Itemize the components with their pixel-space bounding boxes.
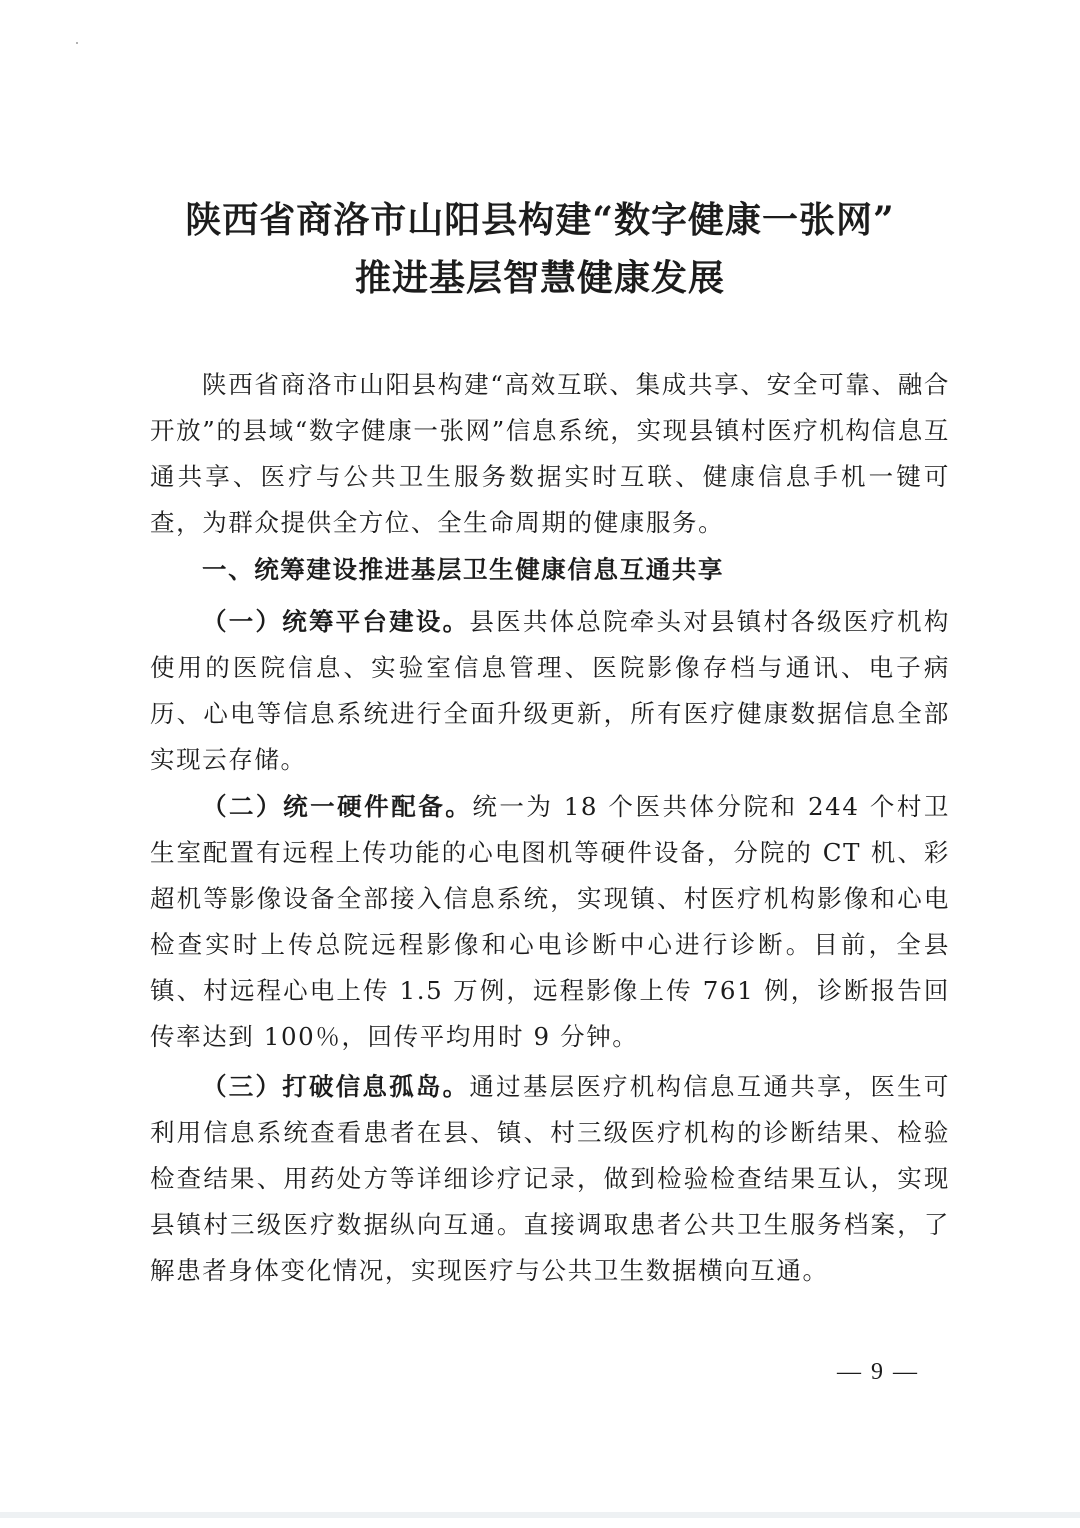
scan-speck	[76, 42, 78, 44]
document-title-line-2: 推进基层智慧健康发展	[354, 257, 725, 299]
page-number: — 9 —	[837, 1359, 919, 1385]
item-3-lead: （三）打破信息孤岛。	[202, 1072, 470, 1101]
document-title-line-1: 陕西省商洛市山阳县构建“数字健康一张网”	[185, 199, 895, 241]
item-3-text: 通过基层医疗机构信息互通共享，医生可利用信息系统查看患者在县、镇、村三级医疗机构的诊断结果、检验检查结果、用药处方等详细诊疗记录，做到检验检查结果互认，实现县镇村三级医疗数据纵向互通。直接调取患者公共卫生服务档案，了解患者身体变化情况，实现医疗与公共卫生数据横向互通。	[150, 1072, 950, 1285]
scan-edge	[0, 1512, 1080, 1518]
paragraph-item-1	[150, 599, 950, 783]
intro-paragraph: 陕西省商洛市山阳县构建“高效互联、集成共享、安全可靠、融合开放”的县域“数字健康一张网”信息系统，实现县镇村医疗机构信息互通共享、医疗与公共卫生服务数据实时互联、健康信息手机一键可查，为群众提供全方位、全生命周期的健康服务。	[150, 370, 950, 537]
item-1-text: 县医共体总院牵头对县镇村各级医疗机构使用的医院信息、实验室信息管理、医院影像存档与通讯、电子病历、心电等信息系统进行全面升级更新，所有医疗健康数据信息全部实现云存储。	[150, 607, 950, 774]
item-1-lead: （一）统筹平台建设。	[202, 607, 470, 636]
paragraph-item-3	[150, 1064, 950, 1294]
item-2-lead: （二）统一硬件配备。	[202, 792, 473, 821]
paragraph-item-2	[150, 784, 950, 1060]
item-2-text: 统一为 18 个医共体分院和 244 个村卫生室配置有远程上传功能的心电图机等硬件设备，分院的 CT 机、彩超机等影像设备全部接入信息系统，实现镇、村医疗机构影像和心电检查实时上传总院远程影像和心电诊断中心进行诊断。目前，全县镇、村远程心电上传 1.5 万例，远程影像上传 761 例，诊断报告回传率达到 100％，回传平均用时 9 分钟。	[150, 792, 950, 1051]
section-heading: 一、统筹建设推进基层卫生健康信息互通共享	[202, 555, 724, 584]
